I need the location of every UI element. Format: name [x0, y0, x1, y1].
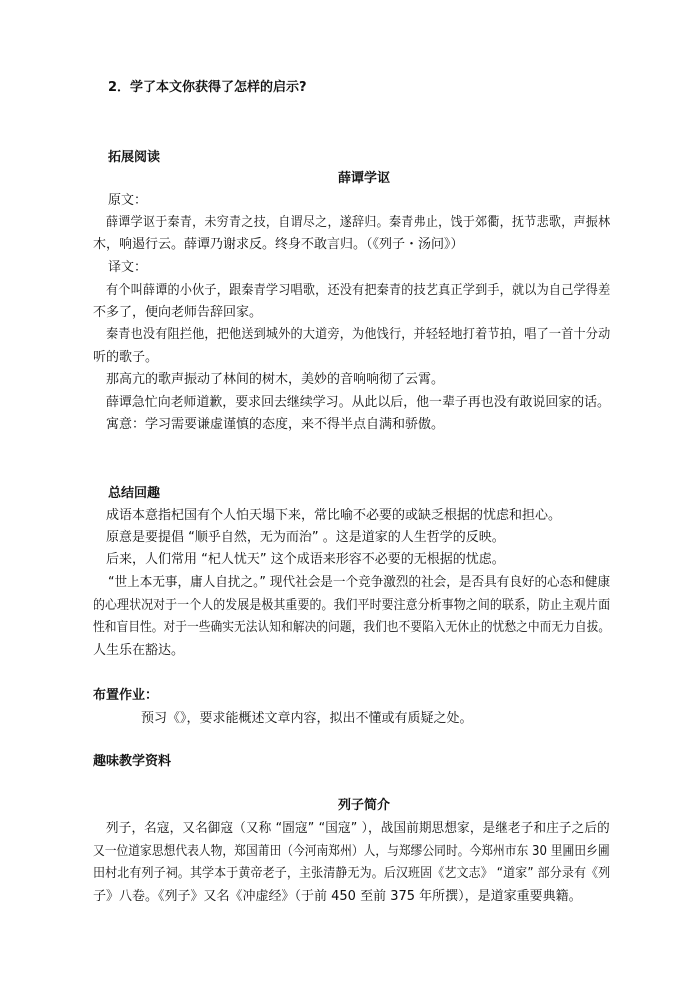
liezi-line-1: 列子，名寇，又名御寇（又称 “圄寇” “国寇” ），战国前期思想家，是继老子和庄子之后的: [106, 821, 610, 836]
summary-line-6: 性和盲目性。对于一些确实无法认知和解决的问题，我们也不要陷入无休止的忧愁之中而无力自拔。: [93, 620, 611, 635]
translation-line-2: 不多了，便向老师告辞回家。: [93, 305, 263, 320]
homework-heading: 布置作业：: [93, 688, 159, 703]
summary-line-2: 原意是要提倡 “顺乎自然，无为而治” 。这是道家的人生哲学的反映。: [106, 530, 505, 545]
liezi-line-3: 田村北有列子祠。其学本于黄帝老子，主张清静无为。后汉班固《艺文志》 “道家” 部分录有《列: [93, 866, 611, 881]
translation-line-6: 薛谭急忙向老师道歉，要求回去继续学习。从此以后，他一辈子再也没有敢说回家的话。: [106, 395, 610, 410]
story-title: 薛谭学讴: [338, 171, 391, 186]
translation-label: 译文：: [108, 260, 148, 275]
liezi-line-4: 子》八卷。《列子》又名《冲虚经》（于前 450 至前 375 年所撰），是道家重要典籍。: [93, 889, 582, 904]
teaching-material-heading: 趣味教学资料: [93, 754, 172, 769]
question-2: 2．学了本文你获得了怎样的启示?: [108, 80, 307, 95]
translation-line-1: 有个叫薛谭的小伙子，跟秦青学习唱歌，还没有把秦青的技艺真正学到手，就以为自己学得差: [106, 283, 611, 298]
original-label: 原文：: [108, 193, 148, 208]
extended-reading-heading: 拓展阅读: [108, 150, 161, 165]
moral-line: 寓意：学习需要谦虚谨慎的态度，来不得半点自满和骄傲。: [106, 417, 445, 432]
liezi-title: 列子简介: [338, 798, 391, 813]
translation-line-5: 那高亢的歌声振动了林间的树木，美妙的音响响彻了云霄。: [106, 372, 445, 387]
summary-line-5: 的心理状况对于一个人的发展是极其重要的。我们平时要注意分析事物之间的联系，防止主观片面: [93, 598, 611, 613]
summary-line-7: 人生乐在豁达。: [93, 643, 185, 658]
summary-line-4: “世上本无事，庸人自扰之。” 现代社会是一个竞争激烈的社会，是否具有良好的心态和健康: [108, 575, 611, 590]
summary-line-1: 成语本意指杞国有个人怕天塌下来，常比喻不必要的或缺乏根据的忧虑和担心。: [106, 508, 562, 523]
homework-line: 预习《》，要求能概述文章内容，拟出不懂或有质疑之处。: [141, 711, 473, 726]
summary-line-3: 后来，人们常用 “杞人忧天” 这个成语来形容不必要的无根据的忧虑。: [106, 552, 505, 567]
translation-line-3: 秦青也没有阻拦他，把他送到城外的大道旁，为他饯行，并轻轻地打着节拍，唱了一首十分动: [106, 327, 611, 342]
translation-line-4: 听的歌子。: [93, 350, 159, 365]
original-line-1: 薛谭学讴于秦青，未穷青之技，自谓尽之，遂辞归。秦青弗止，饯于郊衢，抚节悲歌，声振林: [106, 215, 611, 230]
liezi-line-2: 又一位道家思想代表人物，郑国莆田（今河南郑州）人，与郑缪公同时。今郑州市东 30 里圃田乡圃: [93, 844, 610, 859]
original-line-2: 木，响遏行云。薛谭乃谢求反。终身不敢言归。（《列子・汤问》）: [93, 237, 464, 252]
summary-heading: 总结回趣: [108, 486, 161, 501]
